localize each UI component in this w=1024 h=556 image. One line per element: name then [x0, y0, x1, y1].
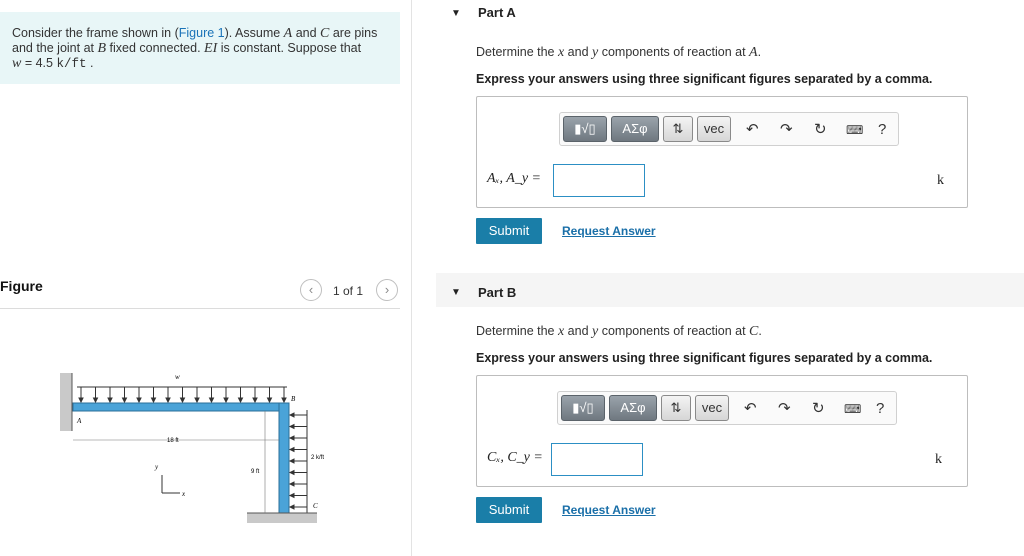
load-arrowhead [282, 398, 286, 402]
figure-title: Figure [0, 278, 43, 294]
label-c: C [313, 502, 318, 510]
templates-button[interactable] [563, 116, 607, 142]
label-a: A [77, 417, 82, 425]
label-x: x [182, 490, 186, 498]
label-2kft: 2 k/ft [311, 455, 325, 461]
load-arrowhead [79, 398, 83, 402]
side-load-arrowhead [290, 471, 294, 475]
help-icon[interactable]: ? [878, 121, 887, 138]
keyboard-icon[interactable]: ⌨ [846, 123, 864, 137]
problem-line-1: Consider the frame shown in (Figure 1). Assume A and C are pins [12, 26, 378, 41]
label-y: y [155, 463, 159, 471]
column-divider [411, 0, 412, 556]
load-arrowhead [239, 398, 243, 402]
side-load-arrows [290, 413, 307, 509]
horizontal-member [73, 403, 287, 411]
part-a-answer-label: Aₓ, A_y = [487, 171, 541, 186]
load-arrowhead [108, 398, 112, 402]
sort-button[interactable] [663, 116, 693, 142]
chevron-left-icon: ‹ [308, 282, 314, 297]
vec-button[interactable] [695, 395, 729, 421]
side-load-arrowhead [290, 425, 294, 429]
load-arrowhead [210, 398, 214, 402]
part-b-answer-box [476, 375, 968, 487]
collapse-caret-icon[interactable]: ▼ [451, 287, 461, 298]
vertical-member [279, 403, 289, 513]
load-arrowhead [195, 398, 199, 402]
part-b-answer-input[interactable] [551, 443, 643, 476]
part-b-title: Part B [478, 285, 517, 300]
label-18ft: 18 ft [167, 438, 179, 444]
greek-button[interactable] [609, 395, 657, 421]
part-a-answer-input[interactable] [553, 164, 645, 197]
problem-statement [0, 12, 400, 84]
figure-pager: 1 of 1 [333, 284, 364, 298]
keyboard-icon[interactable]: ⌨ [844, 402, 862, 416]
wall-support [60, 373, 72, 431]
undo-icon[interactable]: ↶ [746, 121, 759, 138]
side-load-arrowhead [290, 482, 294, 486]
part-a-answer-box [476, 96, 968, 208]
part-a-header[interactable] [436, 0, 1024, 24]
load-arrowhead [152, 398, 156, 402]
vec-button[interactable] [697, 116, 731, 142]
sort-button[interactable] [661, 395, 691, 421]
side-load-arrowhead [290, 413, 294, 417]
prev-figure-button[interactable] [300, 279, 322, 301]
load-arrowhead [166, 398, 170, 402]
templates-icon: ▮√▯ [574, 121, 596, 136]
part-b-toolbar [557, 391, 897, 425]
part-b-submit-button[interactable]: Submit [476, 497, 542, 523]
load-arrowhead [224, 398, 228, 402]
templates-button[interactable] [561, 395, 605, 421]
next-figure-button[interactable] [376, 279, 398, 301]
vec-icon: vec [701, 400, 723, 415]
load-arrowhead [268, 398, 272, 402]
templates-icon: ▮√▯ [572, 400, 594, 415]
distributed-load-arrows [77, 387, 287, 402]
part-b-header[interactable] [436, 273, 1024, 307]
side-load-arrowhead [290, 448, 294, 452]
part-b-instruction: Express your answers using three significant figures separated by a comma. [476, 351, 933, 365]
part-a-toolbar [559, 112, 899, 146]
vec-icon: vec [703, 121, 725, 136]
part-b-answer-label: Cₓ, C_y = [487, 450, 543, 465]
part-a-submit-button[interactable]: Submit [476, 218, 542, 244]
greek-icon: ΑΣφ [620, 400, 646, 415]
part-a-instruction: Express your answers using three significant figures separated by a comma. [476, 72, 933, 86]
ground-support [247, 513, 317, 523]
part-a-request-answer-link[interactable]: Request Answer [562, 224, 656, 238]
reset-icon[interactable]: ↻ [814, 121, 827, 138]
part-a-unit: k [937, 173, 944, 188]
load-arrowhead [94, 398, 98, 402]
figure-divider [0, 308, 400, 309]
load-arrowhead [123, 398, 127, 402]
label-9ft: 9 ft [251, 469, 260, 475]
side-load-arrowhead [290, 436, 294, 440]
figure-link[interactable]: Figure 1 [178, 26, 225, 40]
side-load-arrowhead [290, 494, 294, 498]
part-b-request-answer-link[interactable]: Request Answer [562, 503, 656, 517]
redo-icon[interactable]: ↷ [780, 121, 793, 138]
greek-icon: ΑΣφ [622, 121, 648, 136]
chevron-right-icon: › [384, 282, 390, 297]
part-a-title: Part A [478, 5, 516, 20]
label-w: w [175, 373, 180, 381]
side-load-arrowhead [290, 459, 294, 463]
sort-icon: ⇅ [672, 121, 684, 136]
load-arrowhead [137, 398, 141, 402]
sort-icon: ⇅ [670, 400, 682, 415]
collapse-caret-icon[interactable]: ▼ [451, 8, 461, 19]
redo-icon[interactable]: ↷ [778, 400, 791, 417]
problem-line-3: w = 4.5 k/ft . [12, 56, 94, 71]
side-load-arrowhead [290, 505, 294, 509]
load-arrowhead [181, 398, 185, 402]
greek-button[interactable] [611, 116, 659, 142]
part-a-question: Determine the x and y components of reaction at A. [476, 45, 762, 60]
undo-icon[interactable]: ↶ [744, 400, 757, 417]
label-b: B [291, 395, 296, 403]
frame-figure [55, 365, 345, 530]
help-icon[interactable]: ? [876, 400, 885, 417]
problem-line-2: and the joint at B fixed connected. EI is constant. Suppose that [12, 41, 362, 56]
part-b-question: Determine the x and y components of reaction at C. [476, 324, 762, 339]
part-b-unit: k [935, 452, 942, 467]
load-arrowhead [253, 398, 257, 402]
reset-icon[interactable]: ↻ [812, 400, 825, 417]
